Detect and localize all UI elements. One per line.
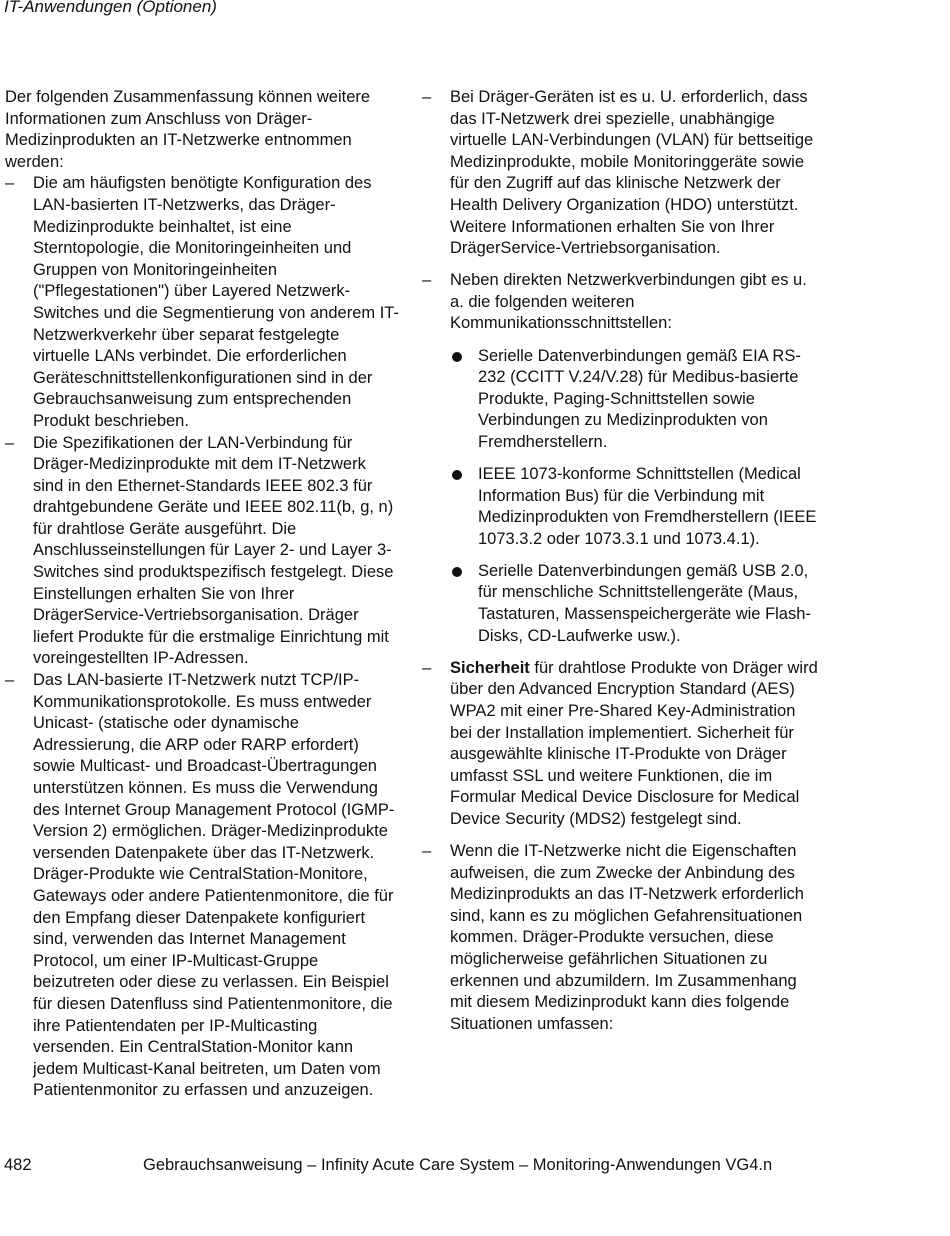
list-item [5, 433, 400, 671]
bullet-dot-icon [452, 352, 462, 362]
list-item [5, 670, 400, 1102]
dash-marker: – [422, 658, 432, 677]
list-item-text: Neben direkten Netzwerkverbindungen gibt es u. a. die folgenden weiteren Kommunikationsschnittstellen: [450, 271, 807, 333]
list-item-hazard [422, 841, 818, 1035]
dash-marker: – [422, 88, 432, 106]
bullet-text: Serielle Datenverbindungen gemäß EIA RS-232 (CCITT V.24/V.28) für Medibus-basierte Produkte, Paging-Schnittstellen sowie Verbindungen zu Medizinprodukten von Fremdherstellern. [478, 346, 801, 451]
dash-marker: – [5, 671, 15, 690]
list-item-security [422, 658, 818, 831]
dash-marker: – [422, 271, 432, 290]
list-item [5, 173, 400, 432]
bullet-text: Serielle Datenverbindungen gemäß USB 2.0, für menschliche Schnittstellengeräte (Maus, Tastaturen, Massenspeichergeräte wie Flash-Disks, CD-Laufwerke usw.). [478, 561, 811, 645]
bullet-dot-icon [452, 567, 462, 577]
bullet-item [450, 561, 818, 647]
list-item-text [450, 658, 818, 831]
left-column [5, 87, 400, 1102]
list-item-vlan [422, 87, 818, 260]
list-item-interfaces [422, 270, 818, 647]
footer-title: Gebrauchsanweisung – Infinity Acute Care System – Monitoring-Anwendungen VG4.n [143, 1156, 773, 1174]
list-item-text: Die am häufigsten benötigte Konfiguration des LAN-basierten IT-Netzwerks, das Dräger-Medizinprodukte beinhaltet, ist eine Sterntopologie, die Monitoringeinheiten und Gruppen von Monitoringeinheiten ("Pflegestationen") über Layered Netzwerk-Switches und die Segmentierung von anderem IT-Netzwerkverkehr über separat festgelegte virtuelle LANs verbindet. Die erforderlichen Geräteschnittstellenkonfigurationen sind in der Gebrauchsanweisung zum entsprechenden Produkt beschrieben. [33, 174, 399, 430]
page-number: 482 [4, 1156, 32, 1174]
bullet-item [450, 346, 818, 454]
list-item-text: Das LAN-basierte IT-Netzwerk nutzt TCP/IP-Kommunikationsprotokolle. Es muss entweder Unicast- (statische oder dynamische Adressierung, die ARP oder RARP erfordert) sowie Multicast- und Broadcast-Übertragungen unterstützen können. Es muss die Verwendung des Internet Group Management Protocol (IGMP-Version 2) ermöglichen. Dräger-Medizinprodukte versenden Datenpakete über das IT-Netzwerk. Dräger-Produkte wie CentralStation-Monitore, Gateways oder andere Patientenmonitore, die für den Empfang dieser Datenpakete konfiguriert sind, verwenden das Internet Management Protocol, um einer IP-Multicast-Gruppe beizutreten oder diese zu verlassen. Ein Beispiel für diesen Datenfluss sind Patientenmonitore, die ihre Patientendaten per IP-Multicasting versenden. Ein CentralStation-Monitor kann jedem Multicast-Kanal beitreten, um Daten vom Patientenmonitor zu erfassen und anzuzeigen. [33, 671, 395, 1100]
interface-bullet-list [450, 346, 818, 648]
security-term: Sicherheit [450, 658, 530, 677]
dash-marker: – [422, 842, 432, 860]
right-column [422, 87, 818, 1035]
bullet-text: IEEE 1073-konforme Schnittstellen (Medical Information Bus) für die Verbindung mit Medizinprodukten von Fremdherstellern (IEEE 1073.3.2 oder 1073.3.1 und 1073.4.1). [478, 465, 817, 548]
intro-paragraph: Der folgenden Zusammenfassung können weitere Informationen zum Anschluss von Dräger-Medizinprodukten an IT-Netzwerke entnommen werden: [5, 88, 371, 171]
security-text: für drahtlose Produkte von Dräger wird über den Advanced Encryption Standard (AES) WPA2 mit einer Pre-Shared Key-Administration bei der Installation implementiert. Sicherheit für ausgewählte klinische IT-Produkte von Dräger umfasst SSL und weitere Funktionen, die im Formular Medical Device Disclosure for Medical Device Security (MDS2) festgelegt sind. [450, 658, 818, 828]
list-item-text: Die Spezifikationen der LAN-Verbindung für Dräger-Medizinprodukte mit dem IT-Netzwerk sind in den Ethernet-Standards IEEE 802.3 für drahtgebundene Geräte und IEEE 802.11(b, g, n) für drahtlose Geräte ausgeführt. Die Anschlusseinstellungen für Layer 2- und Layer 3-Switches sind produktspezifisch festgelegt. Diese Einstellungen erhalten Sie von Ihrer DrägerService-Vertriebsorganisation. Dräger liefert Produkte für die erstmalige Einrichtung mit voreingestellten IP-Adressen. [33, 433, 394, 668]
bullet-dot-icon [452, 470, 462, 480]
list-item-text: Bei Dräger-Geräten ist es u. U. erforderlich, dass das IT-Netzwerk drei spezielle, unabhängige virtuelle LAN-Verbindungen (VLAN) für bettseitige Medizinprodukte, mobile Monitoringgeräte sowie für den Zugriff auf das klinische Netzwerk der Health Delivery Organization (HDO) unterstützt. Weitere Informationen erhalten Sie von Ihrer DrägerService-Vertriebsorganisation. [450, 88, 814, 258]
section-header: IT-Anwendungen (Optionen) [4, 0, 217, 16]
dash-marker: – [5, 174, 15, 193]
dash-marker: – [5, 433, 15, 452]
bullet-item [450, 464, 818, 550]
list-item-text: Wenn die IT-Netzwerke nicht die Eigenschaften aufweisen, die zum Zwecke der Anbindung des Medizinprodukts an das IT-Netzwerk erforderlich sind, kann es zu möglichen Gefahrensituationen kommen. Dräger-Produkte versuchen, diese möglicherweise gefährlichen Situationen zu erkennen und abzumildern. Im Zusammenhang mit diesem Medizinprodukt kann dies folgende Situationen umfassen: [450, 842, 804, 1033]
